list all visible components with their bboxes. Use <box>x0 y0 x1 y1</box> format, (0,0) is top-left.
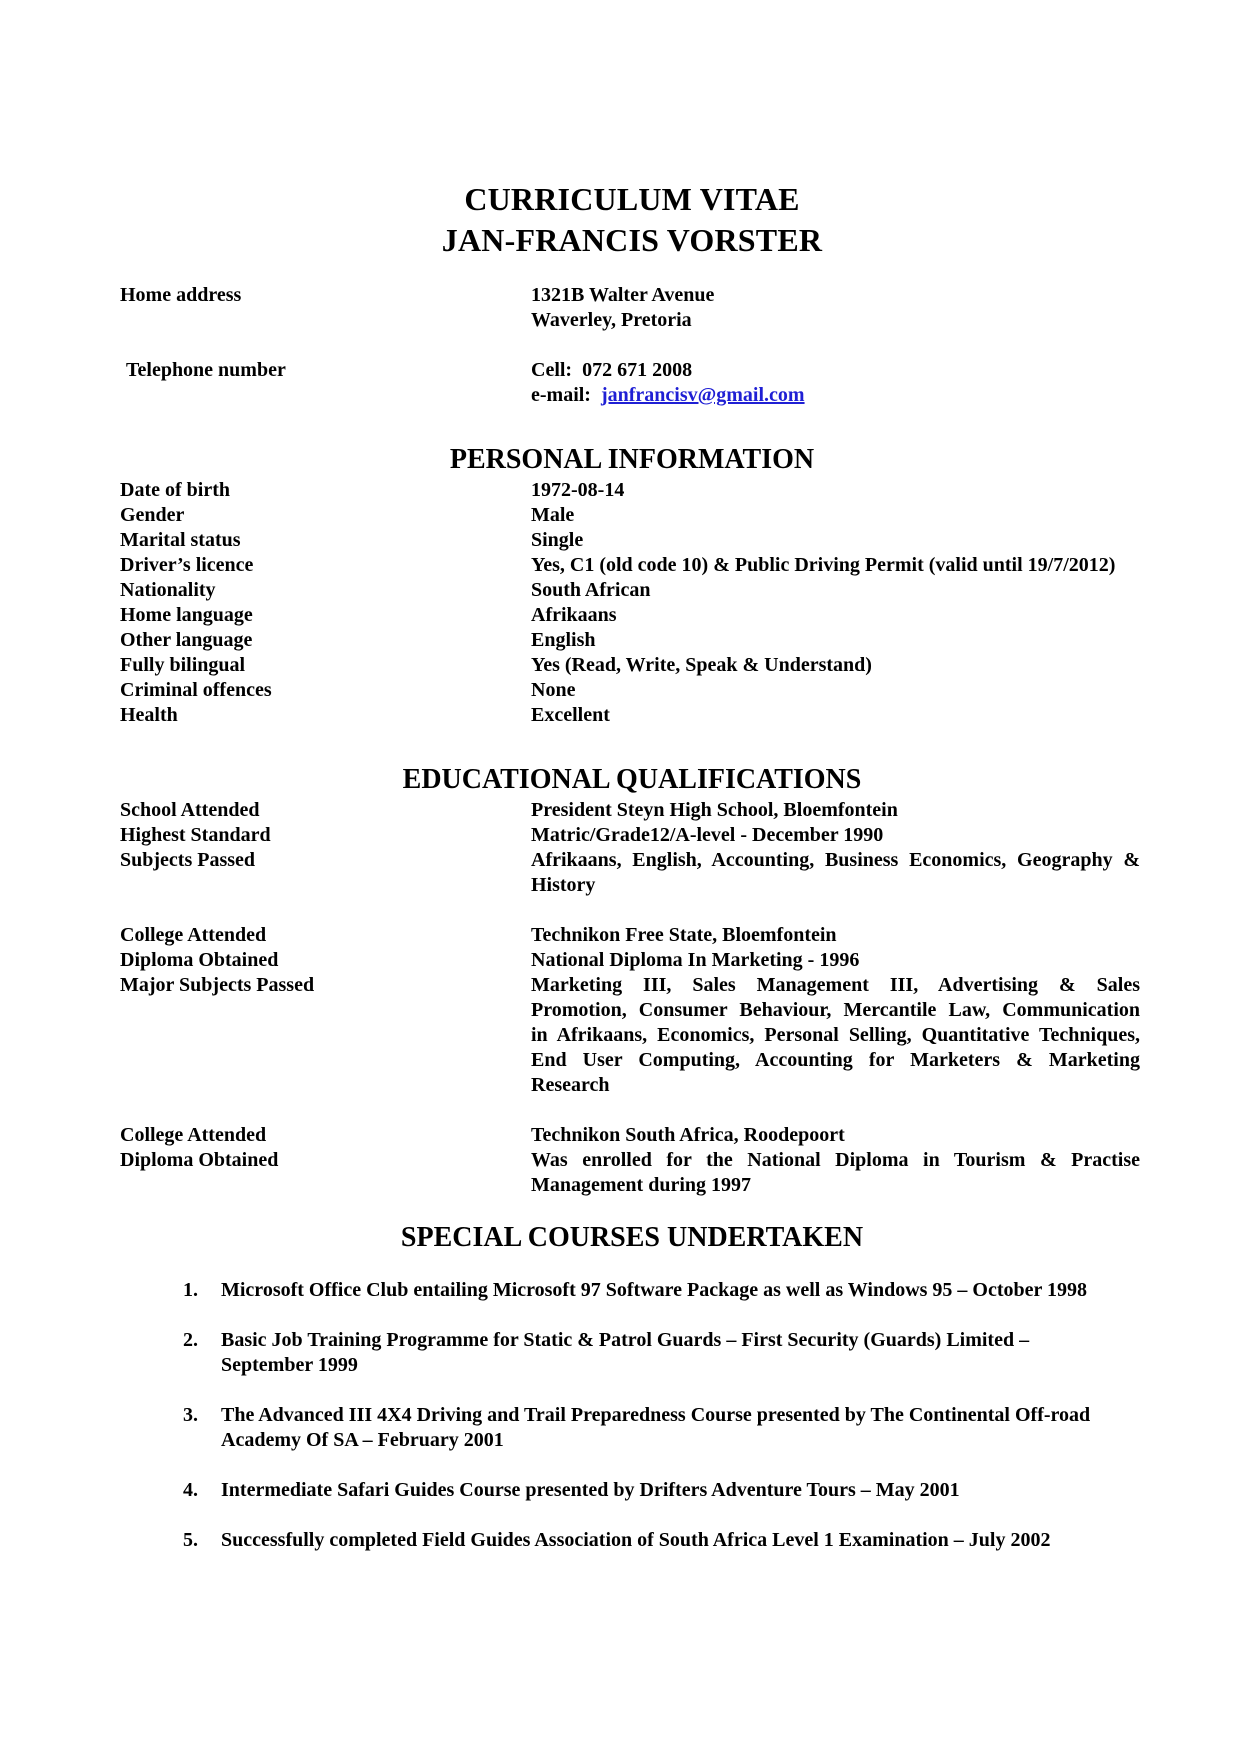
course-line: Intermediate Safari Guides Course presented by Drifters Adventure Tours – May 2001 <box>221 1479 960 1501</box>
major-subjects-line: Promotion, Consumer Behaviour, Mercantile Law, Communication <box>531 999 1140 1021</box>
email-label: e-mail: <box>531 384 591 406</box>
personal-label: Other language <box>120 629 253 651</box>
personal-label: Driver’s licence <box>120 554 254 576</box>
education-heading: EDUCATIONAL QUALIFICATIONS <box>402 764 862 795</box>
personal-value: Single <box>531 529 584 551</box>
major-subjects-value <box>531 973 1140 1098</box>
cell-label: Cell: <box>531 359 573 381</box>
course-line: Basic Job Training Programme for Static & Patrol Guards – First Security (Guards) Limited – <box>221 1329 1030 1351</box>
diploma-line: Was enrolled for the National Diploma in Tourism & Practise <box>531 1149 1140 1171</box>
subjects-line: History <box>531 874 596 896</box>
personal-value: Yes, C1 (old code 10) & Public Driving Permit (valid until 19/7/2012) <box>531 554 1116 576</box>
college-value: Technikon South Africa, Roodepoort <box>531 1124 845 1146</box>
course-line: Microsoft Office Club entailing Microsoft 97 Software Package as well as Windows 95 – October 1998 <box>221 1279 1088 1301</box>
personal-value: None <box>531 679 576 701</box>
diploma-label: Diploma Obtained <box>120 1149 279 1171</box>
personal-info-heading: PERSONAL INFORMATION <box>449 444 815 475</box>
course-text <box>221 1528 1141 1553</box>
cell-value-group <box>531 358 1140 383</box>
home-address-line2: Waverley, Pretoria <box>531 309 692 331</box>
personal-label: Date of birth <box>120 479 230 501</box>
course-line: The Advanced III 4X4 Driving and Trail Preparedness Course presented by The Continental Off-road <box>221 1404 1091 1426</box>
personal-label: Fully bilingual <box>120 654 246 676</box>
standard-label: Highest Standard <box>120 824 271 846</box>
course-line: Successfully completed Field Guides Association of South Africa Level 1 Examination – July 2002 <box>221 1529 1051 1551</box>
course-line: September 1999 <box>221 1354 358 1376</box>
personal-value: Male <box>531 504 575 526</box>
subjects-label: Subjects Passed <box>120 849 256 871</box>
personal-label: Health <box>120 704 178 726</box>
personal-label: Home language <box>120 604 253 626</box>
personal-value: English <box>531 629 596 651</box>
school-value: President Steyn High School, Bloemfontein <box>531 799 898 821</box>
course-number: 1. <box>183 1279 198 1301</box>
diploma-value: National Diploma In Marketing - 1996 <box>531 949 860 971</box>
personal-value: South African <box>531 579 651 601</box>
email-value-group <box>531 383 1140 408</box>
personal-value: Yes (Read, Write, Speak & Understand) <box>531 654 872 676</box>
person-name: JAN-FRANCIS VORSTER <box>441 222 823 258</box>
course-number: 3. <box>183 1404 198 1426</box>
personal-value: Afrikaans <box>531 604 617 626</box>
email-link[interactable]: janfrancisv@gmail.com <box>600 384 805 406</box>
home-address-label: Home address <box>120 284 242 306</box>
personal-value: 1972-08-14 <box>531 479 625 501</box>
college-label: College Attended <box>120 1124 267 1146</box>
major-subjects-line: Research <box>531 1074 610 1096</box>
personal-label: Criminal offences <box>120 679 272 701</box>
standard-value: Matric/Grade12/A-level - December 1990 <box>531 824 884 846</box>
diploma-line: Management during 1997 <box>531 1174 751 1196</box>
cell-number: 072 671 2008 <box>582 359 693 381</box>
telephone-label: Telephone number <box>126 359 286 381</box>
course-line: Academy Of SA – February 2001 <box>221 1429 504 1451</box>
course-number: 2. <box>183 1329 198 1351</box>
major-subjects-label: Major Subjects Passed <box>120 974 315 996</box>
personal-label: Gender <box>120 504 185 526</box>
school-label: School Attended <box>120 799 260 821</box>
subjects-value <box>531 848 1140 898</box>
courses-heading: SPECIAL COURSES UNDERTAKEN <box>400 1222 864 1253</box>
college-value: Technikon Free State, Bloemfontein <box>531 924 837 946</box>
personal-label: Nationality <box>120 579 216 601</box>
diploma-value <box>531 1148 1140 1198</box>
major-subjects-line: End User Computing, Accounting for Marketers & Marketing <box>531 1049 1140 1071</box>
course-number: 5. <box>183 1529 198 1551</box>
personal-label: Marital status <box>120 529 241 551</box>
subjects-line: Afrikaans, English, Accounting, Business Economics, Geography & <box>531 849 1140 871</box>
course-number: 4. <box>183 1479 198 1501</box>
course-text <box>221 1278 1141 1303</box>
home-address-line1: 1321B Walter Avenue <box>531 284 715 306</box>
major-subjects-line: Marketing III, Sales Management III, Advertising & Sales <box>531 974 1140 996</box>
diploma-label: Diploma Obtained <box>120 949 279 971</box>
personal-value: Excellent <box>531 704 610 726</box>
course-text <box>221 1403 1141 1453</box>
document-title: CURRICULUM VITAE <box>464 181 800 217</box>
course-text <box>221 1328 1141 1378</box>
major-subjects-line: in Afrikaans, Economics, Personal Selling, Quantitative Techniques, <box>531 1024 1140 1046</box>
course-text <box>221 1478 1141 1503</box>
college-label: College Attended <box>120 924 267 946</box>
